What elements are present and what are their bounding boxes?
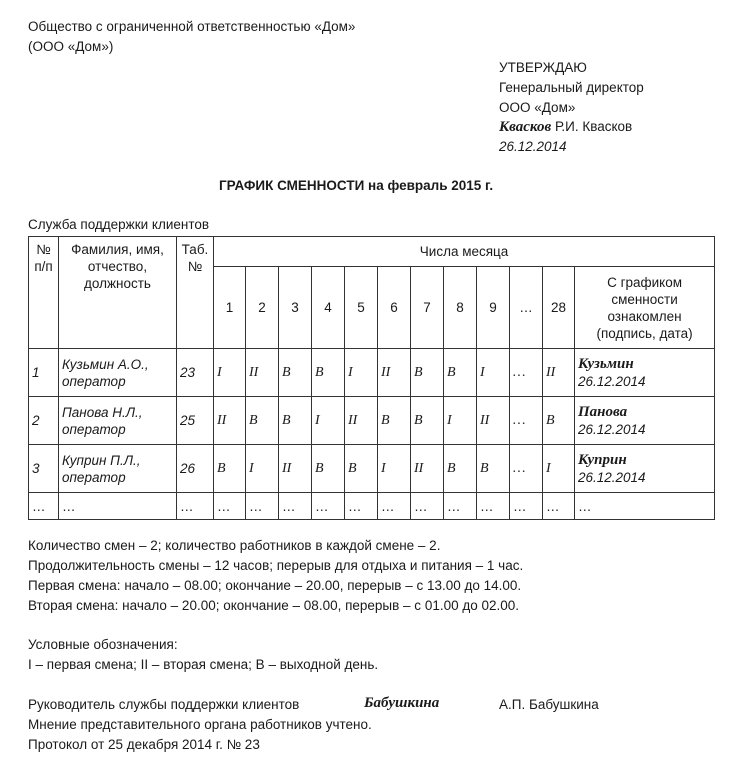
- tab-number: 26: [177, 445, 214, 493]
- acknowledge-cell: [575, 445, 715, 493]
- employee-name: Панова Н.Л.,: [62, 404, 143, 420]
- shift-cell: II: [214, 397, 246, 445]
- shift-cell: В: [312, 349, 345, 397]
- table-row: [29, 397, 715, 445]
- ellipsis-cell: …: [29, 493, 59, 520]
- shift-cell: …: [510, 397, 543, 445]
- row-no: 1: [29, 349, 59, 397]
- shift-cell: В: [312, 445, 345, 493]
- shift-cell: I: [477, 349, 510, 397]
- employee-position: оператор: [62, 373, 126, 389]
- shift-cell: II: [345, 397, 378, 445]
- employee-signature: Панова: [578, 403, 628, 420]
- approve-title: УТВЕРЖДАЮ: [499, 60, 587, 75]
- sign-date: 26.12.2014: [578, 373, 646, 389]
- ellipsis-cell: …: [543, 493, 575, 520]
- day-header: 7: [411, 267, 444, 349]
- day-header: 28: [543, 267, 575, 349]
- tab-number: 25: [177, 397, 214, 445]
- note-line: Первая смена: начало – 08.00; окончание – 20.00, перерыв – с 13.00 до 14.00.: [28, 578, 522, 593]
- legend-title: Условные обозначения:: [28, 637, 178, 652]
- shift-cell: …: [510, 349, 543, 397]
- manager-name: А.П. Бабушкина: [499, 697, 599, 712]
- ellipsis-cell: …: [312, 493, 345, 520]
- shift-cell: В: [345, 445, 378, 493]
- employee-name: Кузьмин А.О.,: [62, 356, 149, 372]
- shift-cell: В: [279, 349, 312, 397]
- employee-cell: [59, 445, 177, 493]
- shift-schedule-table: [28, 236, 715, 520]
- shift-cell: В: [444, 349, 477, 397]
- shift-cell: В: [543, 397, 575, 445]
- ellipsis-cell: …: [345, 493, 378, 520]
- day-header: 3: [279, 267, 312, 349]
- opinion-note: Мнение представительного органа работников учтено.: [28, 717, 372, 732]
- shift-cell: I: [543, 445, 575, 493]
- ellipsis-cell: …: [575, 493, 715, 520]
- header-no: № п/п: [29, 237, 59, 349]
- employee-cell: [59, 397, 177, 445]
- day-header: 4: [312, 267, 345, 349]
- employee-signature: Куприн: [578, 451, 627, 468]
- ellipsis-cell: …: [477, 493, 510, 520]
- ellipsis-cell: …: [411, 493, 444, 520]
- director-name: Р.И. Квасков: [554, 119, 633, 134]
- shift-cell: I: [312, 397, 345, 445]
- day-header: 8: [444, 267, 477, 349]
- shift-cell: …: [510, 445, 543, 493]
- header-days: Числа месяца: [214, 237, 715, 267]
- shift-cell: I: [214, 349, 246, 397]
- shift-cell: II: [378, 349, 411, 397]
- shift-cell: II: [246, 349, 279, 397]
- day-header: 5: [345, 267, 378, 349]
- shift-cell: В: [411, 349, 444, 397]
- ellipsis-cell: …: [59, 493, 177, 520]
- org-name: Общество с ограниченной ответственностью «Дом»: [28, 19, 356, 34]
- table-row-ellipsis: [29, 493, 715, 520]
- shift-cell: I: [378, 445, 411, 493]
- shift-cell: В: [214, 445, 246, 493]
- document-title: ГРАФИК СМЕННОСТИ на февраль 2015 г.: [219, 178, 494, 193]
- shift-cell: В: [477, 445, 510, 493]
- manager-position: Руководитель службы поддержки клиентов: [28, 697, 300, 712]
- row-no: 3: [29, 445, 59, 493]
- shift-cell: II: [477, 397, 510, 445]
- table-row: [29, 349, 715, 397]
- header-sign: С графиком сменности ознакомлен (подпись, дата): [575, 267, 715, 349]
- ellipsis-cell: …: [177, 493, 214, 520]
- manager-signature: Бабушкина: [364, 695, 440, 711]
- day-header: 6: [378, 267, 411, 349]
- shift-cell: II: [543, 349, 575, 397]
- acknowledge-cell: [575, 397, 715, 445]
- acknowledge-cell: [575, 349, 715, 397]
- approve-position: Генеральный директор: [499, 80, 644, 95]
- legend-text: I – первая смена; II – вторая смена; В – выходной день.: [28, 657, 379, 672]
- director-signature: Квасков: [499, 119, 552, 135]
- approve-signature-line: [499, 119, 632, 136]
- shift-cell: В: [444, 445, 477, 493]
- ellipsis-cell: …: [214, 493, 246, 520]
- header-tab: Таб. №: [177, 237, 214, 349]
- note-line: Продолжительность смены – 12 часов; перерыв для отдыха и питания – 1 час.: [28, 558, 524, 573]
- shift-cell: В: [246, 397, 279, 445]
- table-row: [29, 445, 715, 493]
- employee-name: Куприн П.Л.,: [62, 452, 141, 468]
- day-header: 2: [246, 267, 279, 349]
- sign-date: 26.12.2014: [578, 469, 646, 485]
- shift-cell: В: [279, 397, 312, 445]
- shift-cell: II: [279, 445, 312, 493]
- ellipsis-cell: …: [279, 493, 312, 520]
- shift-cell: I: [444, 397, 477, 445]
- employee-position: оператор: [62, 421, 126, 437]
- header-name: Фамилия, имя, отчество, должность: [59, 237, 177, 349]
- shift-cell: В: [378, 397, 411, 445]
- ellipsis-cell: …: [378, 493, 411, 520]
- day-header: …: [510, 267, 543, 349]
- shift-cell: II: [411, 445, 444, 493]
- shift-cell: I: [246, 445, 279, 493]
- org-short-name: (ООО «Дом»): [28, 39, 114, 54]
- ellipsis-cell: …: [444, 493, 477, 520]
- note-line: Вторая смена: начало – 20.00; окончание – 08.00, перерыв – с 01.00 до 02.00.: [28, 598, 520, 613]
- approve-company: ООО «Дом»: [499, 100, 576, 115]
- ellipsis-cell: …: [510, 493, 543, 520]
- row-no: 2: [29, 397, 59, 445]
- employee-cell: [59, 349, 177, 397]
- ellipsis-cell: …: [246, 493, 279, 520]
- department-name: Служба поддержки клиентов: [28, 217, 210, 232]
- protocol-note: Протокол от 25 декабря 2014 г. № 23: [28, 737, 260, 752]
- note-line: Количество смен – 2; количество работников в каждой смене – 2.: [28, 538, 441, 553]
- employee-signature: Кузьмин: [578, 355, 634, 372]
- approve-date: 26.12.2014: [499, 139, 567, 154]
- day-header: 1: [214, 267, 246, 349]
- tab-number: 23: [177, 349, 214, 397]
- employee-position: оператор: [62, 469, 126, 485]
- sign-date: 26.12.2014: [578, 421, 646, 437]
- shift-cell: I: [345, 349, 378, 397]
- day-header: 9: [477, 267, 510, 349]
- shift-cell: В: [411, 397, 444, 445]
